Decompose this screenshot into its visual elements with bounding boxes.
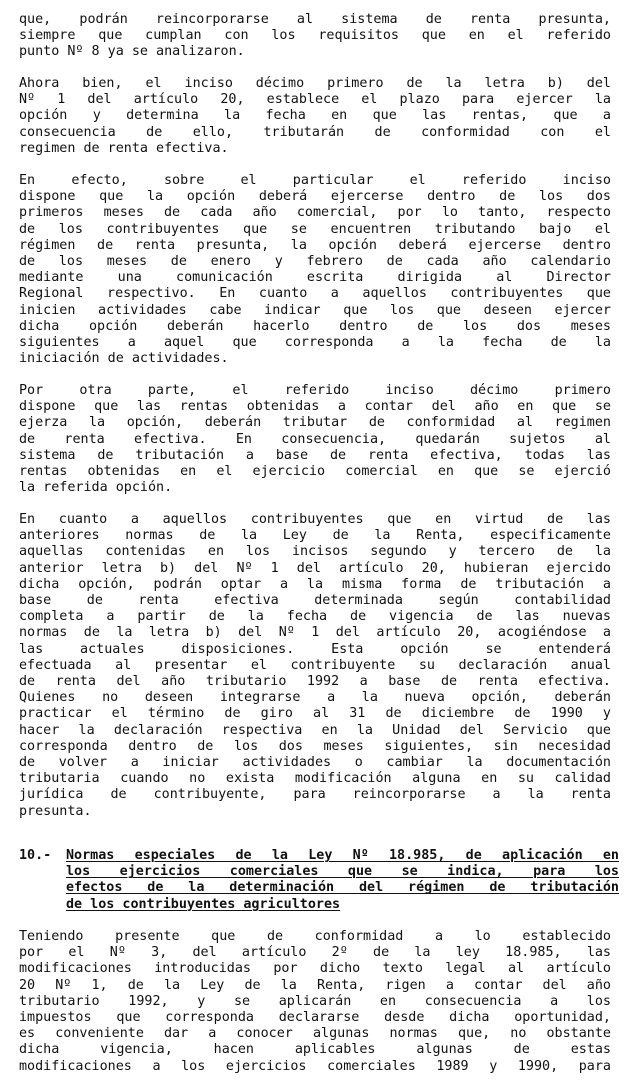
text-line: iniciación de actividades. bbox=[19, 351, 229, 367]
text-line: practicar el término de giro al 31 de diciembre de 1990 y bbox=[19, 706, 611, 722]
text-line: aquellas contenidas en los incisos segundo y tercero de la bbox=[19, 544, 611, 560]
text-line: regimen de renta efectiva. bbox=[19, 140, 229, 156]
text-line: consecuencia de ello, tributarán de conformidad con el bbox=[19, 124, 611, 140]
text-line: las actuales disposiciones. Esta opción se entenderá bbox=[19, 641, 611, 657]
text-line: dispone que las rentas obtenidas a contar del año en que se bbox=[19, 399, 611, 415]
text-line: de volver a iniciar actividades o cambiar la documentación bbox=[19, 755, 611, 771]
text-line: dicha opción, podrán optar a la misma forma de tributación a bbox=[19, 576, 611, 592]
text-line: tributario 1992, y se aplicarán en consecuencia a los bbox=[19, 993, 611, 1009]
text-line: modificaciones introducidas por dicho texto legal al artículo bbox=[19, 961, 611, 977]
text-line: Regional respectivo. En cuanto a aquellos contribuyentes que bbox=[19, 286, 611, 302]
text-line: inicien actividades cabe indicar que los que deseen ejercer bbox=[19, 302, 611, 318]
text-line: dicha vigencia, hacen aplicables algunas de estas bbox=[19, 1042, 611, 1058]
paragraph-final bbox=[19, 929, 611, 1075]
title-line: Normas especiales de la Ley Nº 18.985, de aplicación en bbox=[66, 848, 619, 863]
text-line: dicha opción deberán hacerlo dentro de los dos meses bbox=[19, 318, 611, 334]
text-line: Ahora bien, el inciso décimo primero de la letra b) del bbox=[19, 76, 611, 91]
text-line: siempre que cumplan con los requisitos que en el referido bbox=[19, 28, 611, 44]
text-line: la referida opción. bbox=[19, 480, 173, 496]
text-line: jurídica de contribuyente, para reincorporarse a la renta bbox=[19, 787, 611, 803]
text-line: base de renta efectiva determinada según contabilidad bbox=[19, 593, 611, 609]
text-line: 20 Nº 1, de la Ley de la Renta, rigen a contar del año bbox=[19, 977, 611, 993]
text-line: efectuada al presentar el contribuyente su declaración anual bbox=[19, 657, 611, 673]
text-line: tributaria cuando no exista modificación alguna en su calidad bbox=[19, 771, 611, 787]
title-line: los ejercicios comerciales que se indica, para los bbox=[66, 864, 619, 880]
text-line: de renta del año tributario 1992 a base de renta efectiva. bbox=[19, 674, 611, 690]
paragraph-1 bbox=[19, 12, 611, 61]
text-line: es conveniente dar a conocer algunas normas que, no obstante bbox=[19, 1026, 611, 1042]
title-line: de los contribuyentes agricultores bbox=[66, 896, 341, 912]
title-line: efectos de la determinación del régimen de tributación bbox=[66, 880, 619, 896]
text-line: dispone que la opción deberá ejercerse dentro de los dos bbox=[19, 189, 611, 205]
text-line: de renta efectiva. En consecuencia, quedarán sujetos al bbox=[19, 431, 611, 447]
text-line: siguientes a aquel que corresponda a la fecha de la bbox=[19, 335, 611, 351]
section-number: 10.- bbox=[19, 848, 52, 863]
text-line: rentas obtenidas en el ejercicio comercial en que se ejerció bbox=[19, 464, 611, 480]
text-line: punto Nº 8 ya se analizaron. bbox=[19, 44, 245, 60]
text-line: anterior letra b) del Nº 1 del artículo 20, hubieran ejercido bbox=[19, 560, 611, 576]
paragraph-3 bbox=[19, 173, 611, 367]
text-line: hacer la declaración respectiva en la Unidad del Servicio que bbox=[19, 722, 611, 738]
text-line: que, podrán reincorporarse al sistema de renta presunta, bbox=[19, 12, 611, 27]
text-line: primeros meses de cada año comercial, por lo tanto, respecto bbox=[19, 205, 611, 221]
text-line: anteriores normas de la Ley de la Renta, especificamente bbox=[19, 528, 611, 544]
text-line: normas de la letra b) del Nº 1 del artículo 20, acogiéndose a bbox=[19, 625, 611, 641]
paragraph-4 bbox=[19, 383, 611, 496]
text-line: Teniendo presente que de conformidad a lo establecido bbox=[19, 929, 611, 944]
text-line: Quienes no deseen integrarse a la nueva opción, deberán bbox=[19, 690, 611, 706]
text-line: impuestos que corresponda declararse desde dicha oportunidad, bbox=[19, 1010, 611, 1026]
text-line: de los meses de enero y febrero de cada año calendario bbox=[19, 254, 611, 270]
text-line: completa a partir de la fecha de vigencia de las nuevas bbox=[19, 609, 611, 625]
text-line: sistema de tributación a base de renta efectiva, todas las bbox=[19, 447, 611, 463]
text-line: Nº 1 del artículo 20, establece el plazo para ejercer la bbox=[19, 92, 611, 108]
text-line: presunta. bbox=[19, 803, 92, 819]
text-line: ejerza la opción, deberán tributar de conformidad al regimen bbox=[19, 415, 611, 431]
paragraph-5 bbox=[19, 512, 611, 820]
section-title bbox=[66, 848, 619, 913]
text-line: de los contribuyentes que se encuentren tributando bajo el bbox=[19, 221, 611, 237]
text-line: corresponda dentro de los dos meses siguientes, sin necesidad bbox=[19, 738, 611, 754]
text-line: En efecto, sobre el particular el referido inciso bbox=[19, 173, 611, 188]
text-line: mediante una comunicación escrita dirigida al Director bbox=[19, 270, 611, 286]
text-line: por el Nº 3, del artículo 2º de la ley 18.985, las bbox=[19, 945, 611, 961]
text-line: modificaciones a los ejercicios comerciales 1989 y 1990, para bbox=[19, 1058, 611, 1074]
text-line: régimen de renta presunta, la opción deberá ejercerse dentro bbox=[19, 237, 611, 253]
text-line: Por otra parte, el referido inciso décimo primero bbox=[19, 383, 611, 398]
text-line: opción y determina la fecha en que las rentas, que a bbox=[19, 108, 611, 124]
text-line: En cuanto a aquellos contribuyentes que en virtud de las bbox=[19, 512, 611, 527]
paragraph-2 bbox=[19, 76, 611, 157]
